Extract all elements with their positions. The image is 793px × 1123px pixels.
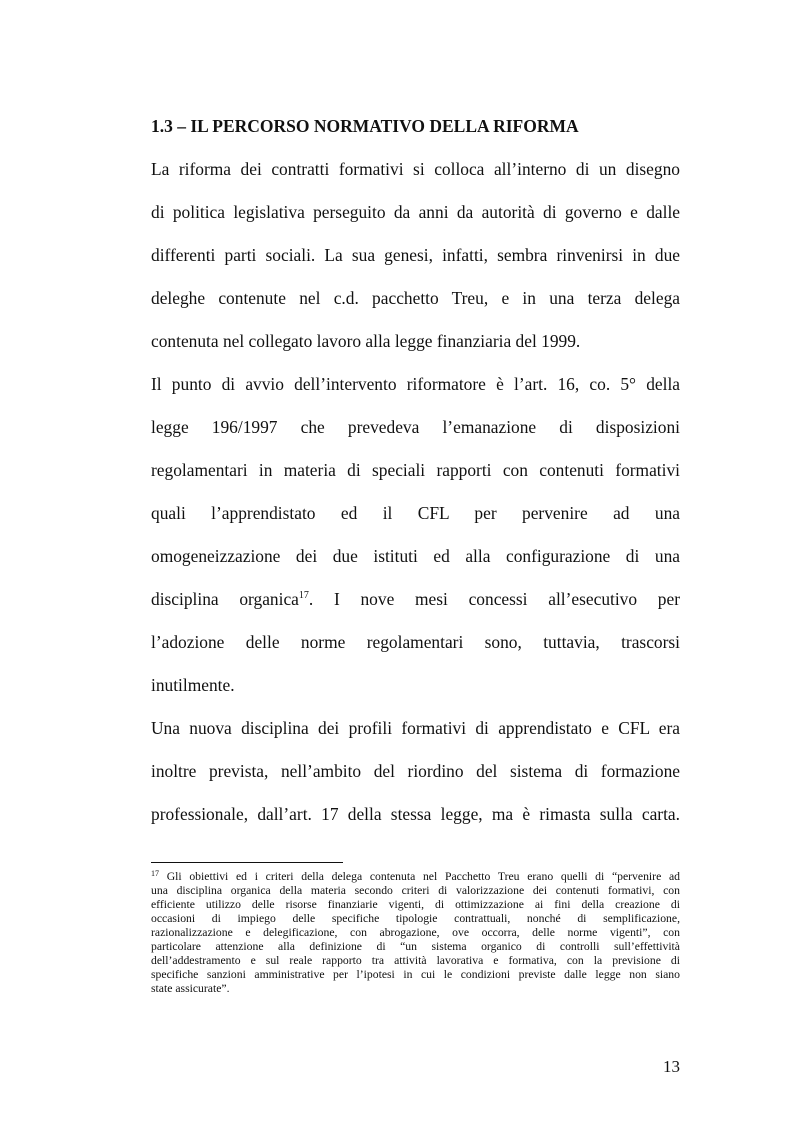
footnote-line: dell’addestramento e sul reale rapporto tra attività lavorativa e formativa, con la previsione di — [151, 954, 680, 967]
footnote-line: razionalizzazione e delegificazione, con abrogazione, ove occorra, delle norme vigenti”, con — [151, 926, 680, 939]
body-line: professionale, dall’art. 17 della stessa legge, ma è rimasta sulla carta. — [151, 804, 680, 824]
body-text: . I nove mesi concessi all’esecutivo per — [308, 589, 680, 609]
body-line: l’adozione delle norme regolamentari sono, tuttavia, trascorsi — [151, 632, 680, 652]
footnote-line: particolare attenzione alla definizione di “un sistema organico di controlli sull’effettività — [151, 940, 680, 953]
body-line: Una nuova disciplina dei profili formativi di apprendistato e CFL era — [151, 718, 680, 738]
footnote-line: occasioni di impiego delle specifiche tipologie contrattuali, nonché di semplificazione, — [151, 912, 680, 925]
body-line: di politica legislativa perseguito da anni da autorità di governo e dalle — [151, 202, 680, 222]
body-line: deleghe contenute nel c.d. pacchetto Treu, e in una terza delega — [151, 288, 680, 308]
footnote-marker: 17 — [151, 869, 159, 878]
footnote-line: specifiche sanzioni amministrative per l’ipotesi in cui le condizioni previste dalle legge non siano — [151, 968, 680, 981]
footnote-line: efficiente utilizzo delle risorse finanziarie vigenti, di ottimizzazione ai fini della creazione di — [151, 898, 680, 911]
body-text: disciplina organica — [151, 589, 299, 609]
body-line-with-footnote — [151, 588, 680, 610]
footnote-line — [151, 870, 680, 884]
body-line: Il punto di avvio dell’intervento riformatore è l’art. 16, co. 5° della — [151, 374, 680, 394]
body-line: omogeneizzazione dei due istituti ed alla configurazione di una — [151, 546, 680, 566]
footnote-reference[interactable]: 17 — [298, 590, 309, 601]
footnote-separator — [151, 862, 343, 863]
footnote-line: state assicurate”. — [151, 982, 230, 995]
page-number: 13 — [663, 1057, 680, 1076]
body-line: contenuta nel collegato lavoro alla legge finanziaria del 1999. — [151, 331, 581, 351]
body-line: quali l’apprendistato ed il CFL per pervenire ad una — [151, 503, 680, 523]
body-line: differenti parti sociali. La sua genesi, infatti, sembra rinvenirsi in due — [151, 245, 680, 265]
body-line: inoltre prevista, nell’ambito del riordino del sistema di formazione — [151, 761, 680, 781]
body-line: La riforma dei contratti formativi si colloca all’interno di un disegno — [151, 159, 680, 179]
body-line: inutilmente. — [151, 675, 235, 695]
body-line: legge 196/1997 che prevedeva l’emanazione di disposizioni — [151, 417, 680, 437]
body-line: regolamentari in materia di speciali rapporti con contenuti formativi — [151, 460, 680, 480]
footnote-line: una disciplina organica della materia secondo criteri di valorizzazione dei contenuti formativi, con — [151, 884, 680, 897]
footnote-text: Gli obiettivi ed i criteri della delega contenuta nel Pacchetto Treu erano quelli di “pervenire ad — [159, 870, 680, 883]
section-heading: 1.3 – IL PERCORSO NORMATIVO DELLA RIFORMA — [151, 116, 579, 136]
